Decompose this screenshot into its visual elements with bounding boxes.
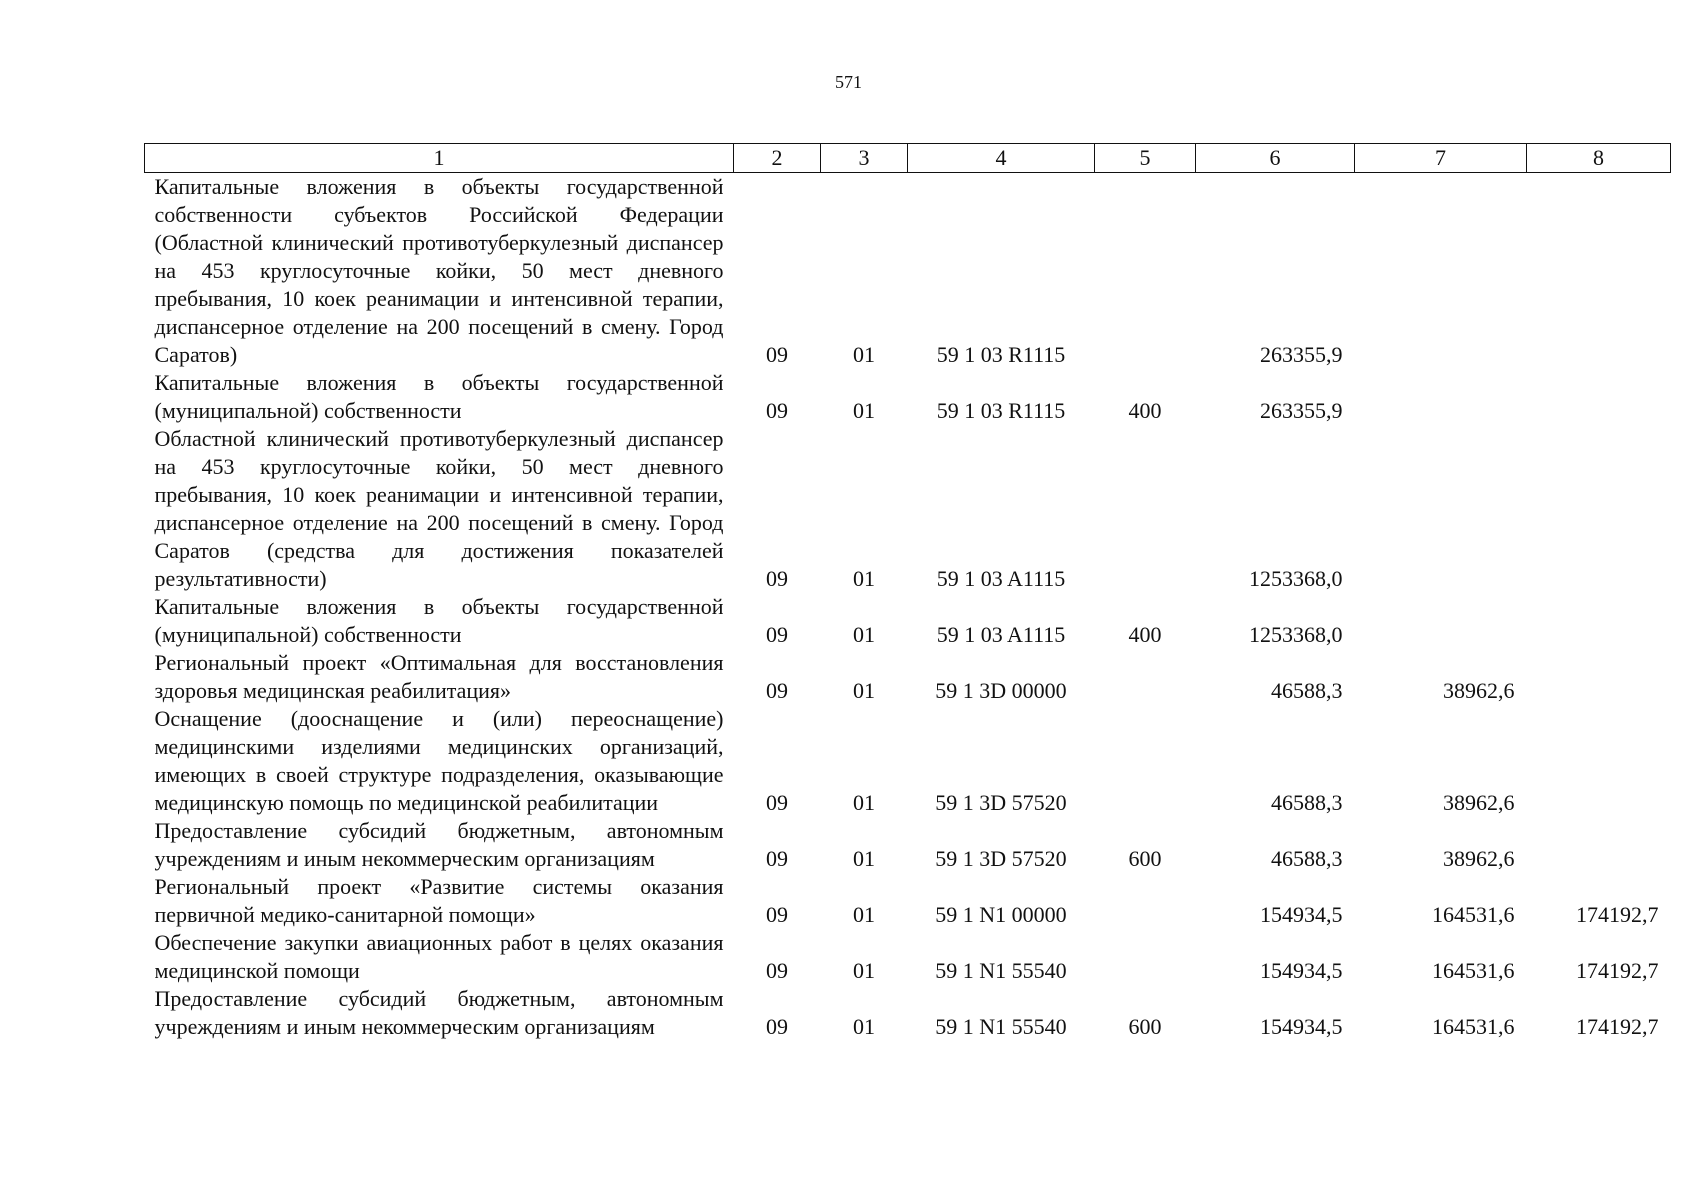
subsection-code: 01 xyxy=(853,566,875,591)
amount-col-8 xyxy=(1527,705,1671,817)
section-code: 09 xyxy=(766,566,788,591)
item-name: Капитальные вложения в объекты государственной (муниципальной) собственности xyxy=(154,594,724,647)
header-row xyxy=(145,144,1671,173)
amount-col-6: 154934,5 xyxy=(1260,958,1343,983)
table-row xyxy=(145,929,1671,985)
table-row xyxy=(145,369,1671,425)
column-header-6: 6 xyxy=(1196,144,1355,173)
table-row xyxy=(145,425,1671,593)
column-header-7: 7 xyxy=(1355,144,1527,173)
target-article-code: 59 1 03 R1115 xyxy=(936,342,1066,367)
amount-col-6: 1253368,0 xyxy=(1249,622,1343,647)
amount-col-7: 164531,6 xyxy=(1432,1014,1515,1039)
subsection-code: 01 xyxy=(853,958,875,983)
amount-col-7 xyxy=(1355,593,1527,649)
amount-col-7 xyxy=(1355,425,1527,593)
expense-type-code xyxy=(1095,173,1196,370)
column-header-8: 8 xyxy=(1527,144,1671,173)
amount-col-8 xyxy=(1527,425,1671,593)
amount-col-8: 174192,7 xyxy=(1576,1014,1659,1039)
amount-col-8: 174192,7 xyxy=(1576,902,1659,927)
table-row xyxy=(145,873,1671,929)
item-name: Предоставление субсидий бюджетным, автономным учреждениям и иным некоммерческим организациям xyxy=(154,818,724,871)
amount-col-6: 263355,9 xyxy=(1260,398,1343,423)
subsection-code: 01 xyxy=(853,846,875,871)
section-code: 09 xyxy=(766,398,788,423)
amount-col-6: 46588,3 xyxy=(1271,846,1343,871)
item-name: Капитальные вложения в объекты государственной собственности субъектов Российской Федерации (Областной клинический противотуберкулезный диспансер на 453 круглосуточные койки, 50 мест дневного пребывания, 10 коек реанимации и интенсивной терапии, диспансерное отделение на 200 посещений в смену. Город Саратов) xyxy=(154,174,724,367)
target-article-code: 59 1 03 A1115 xyxy=(936,622,1066,647)
subsection-code: 01 xyxy=(853,342,875,367)
item-name: Предоставление субсидий бюджетным, автономным учреждениям и иным некоммерческим организациям xyxy=(154,986,724,1039)
target-article-code: 59 1 3D 57520 xyxy=(935,790,1067,815)
amount-col-8 xyxy=(1527,369,1671,425)
subsection-code: 01 xyxy=(853,1014,875,1039)
column-header-2: 2 xyxy=(734,144,821,173)
target-article-code: 59 1 N1 55540 xyxy=(935,1014,1067,1039)
amount-col-8 xyxy=(1527,593,1671,649)
expense-type-code: 600 xyxy=(1128,1014,1162,1039)
target-article-code: 59 1 N1 55540 xyxy=(935,958,1067,983)
amount-col-8 xyxy=(1527,173,1671,370)
expense-type-code xyxy=(1095,649,1196,705)
section-code: 09 xyxy=(766,1014,788,1039)
table-body xyxy=(145,173,1671,1042)
expense-type-code: 400 xyxy=(1128,398,1162,423)
item-name: Региональный проект «Оптимальная для восстановления здоровья медицинская реабилитация» xyxy=(154,650,724,703)
amount-col-6: 46588,3 xyxy=(1271,790,1343,815)
amount-col-8 xyxy=(1527,649,1671,705)
table-row xyxy=(145,705,1671,817)
expense-type-code xyxy=(1095,873,1196,929)
target-article-code: 59 1 3D 57520 xyxy=(935,846,1067,871)
table-row xyxy=(145,649,1671,705)
section-code: 09 xyxy=(766,902,788,927)
subsection-code: 01 xyxy=(853,622,875,647)
page-number: 571 xyxy=(835,72,862,92)
target-article-code: 59 1 03 A1115 xyxy=(936,566,1066,591)
expense-type-code: 400 xyxy=(1128,622,1162,647)
subsection-code: 01 xyxy=(853,398,875,423)
expense-type-code xyxy=(1095,705,1196,817)
section-code: 09 xyxy=(766,678,788,703)
table-row xyxy=(145,985,1671,1041)
amount-col-6: 154934,5 xyxy=(1260,902,1343,927)
table-row xyxy=(145,173,1671,370)
section-code: 09 xyxy=(766,958,788,983)
amount-col-7: 164531,6 xyxy=(1432,902,1515,927)
section-code: 09 xyxy=(766,846,788,871)
section-code: 09 xyxy=(766,790,788,815)
item-name: Областной клинический противотуберкулезный диспансер на 453 круглосуточные койки, 50 мест дневного пребывания, 10 коек реанимации и интенсивной терапии, диспансерное отделение на 200 посещений в смену. Город Саратов (средства для достижения показателей результативности) xyxy=(154,426,724,591)
subsection-code: 01 xyxy=(853,790,875,815)
section-code: 09 xyxy=(766,342,788,367)
section-code: 09 xyxy=(766,622,788,647)
target-article-code: 59 1 3D 00000 xyxy=(935,678,1067,703)
item-name: Региональный проект «Развитие системы оказания первичной медико-санитарной помощи» xyxy=(154,874,724,927)
table-row xyxy=(145,593,1671,649)
expense-type-code xyxy=(1095,929,1196,985)
item-name: Обеспечение закупки авиационных работ в целях оказания медицинской помощи xyxy=(154,930,724,983)
amount-col-6: 154934,5 xyxy=(1260,1014,1343,1039)
subsection-code: 01 xyxy=(853,678,875,703)
amount-col-6: 46588,3 xyxy=(1271,678,1343,703)
target-article-code: 59 1 N1 00000 xyxy=(935,902,1067,927)
amount-col-7: 38962,6 xyxy=(1443,790,1515,815)
column-header-5: 5 xyxy=(1095,144,1196,173)
amount-col-8: 174192,7 xyxy=(1576,958,1659,983)
amount-col-7 xyxy=(1355,173,1527,370)
item-name: Оснащение (дооснащение и (или) переоснащение) медицинскими изделиями медицинских организаций, имеющих в своей структуре подразделения, оказывающие медицинскую помощь по медицинской реабилитации xyxy=(154,706,724,815)
amount-col-7 xyxy=(1355,369,1527,425)
amount-col-7: 38962,6 xyxy=(1443,846,1515,871)
budget-table xyxy=(144,143,1671,1041)
amount-col-8 xyxy=(1527,817,1671,873)
column-header-4: 4 xyxy=(908,144,1095,173)
column-header-1: 1 xyxy=(145,144,734,173)
amount-col-7: 164531,6 xyxy=(1432,958,1515,983)
amount-col-7: 38962,6 xyxy=(1443,678,1515,703)
subsection-code: 01 xyxy=(853,902,875,927)
item-name: Капитальные вложения в объекты государственной (муниципальной) собственности xyxy=(154,370,724,423)
amount-col-6: 1253368,0 xyxy=(1249,566,1343,591)
column-header-3: 3 xyxy=(821,144,908,173)
amount-col-6: 263355,9 xyxy=(1260,342,1343,367)
table-row xyxy=(145,817,1671,873)
target-article-code: 59 1 03 R1115 xyxy=(936,398,1066,423)
expense-type-code: 600 xyxy=(1128,846,1162,871)
expense-type-code xyxy=(1095,425,1196,593)
